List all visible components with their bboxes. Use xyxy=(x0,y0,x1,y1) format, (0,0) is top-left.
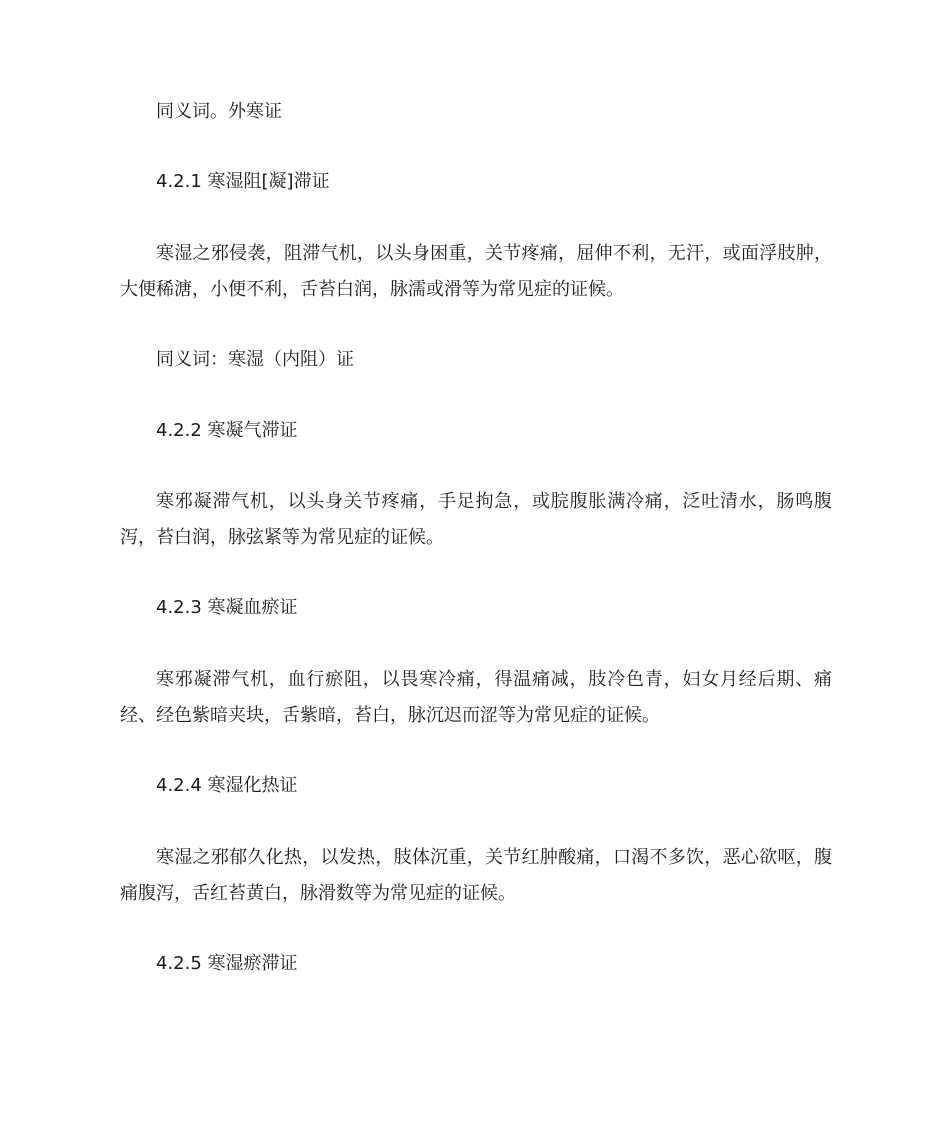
section-heading-4-2-2: 4.2.2 寒凝气滞证 xyxy=(156,420,298,441)
synonym-line: 同义词：寒湿（内阻）证 xyxy=(156,349,354,370)
section-body-4-2-1: 寒湿之邪侵袭，阻滞气机，以头身困重，关节疼痛，屈伸不利，无汗，或面浮肢肿，大便稀溏，小便不利，舌苔白润，脉濡或滑等为常见症的证候。 xyxy=(120,243,832,300)
section-heading-4-2-5: 4.2.5 寒湿瘀滞证 xyxy=(156,953,298,974)
section-heading-4-2-4: 4.2.4 寒湿化热证 xyxy=(156,775,298,796)
section-heading-4-2-1: 4.2.1 寒湿阻[凝]滞证 xyxy=(156,171,330,192)
section-body-4-2-3: 寒邪凝滞气机，血行瘀阻，以畏寒冷痛，得温痛减，肢冷色青，妇女月经后期、痛经、经色紫暗夹块，舌紫暗，苔白，脉沉迟而涩等为常见症的证候。 xyxy=(120,669,832,726)
section-body-4-2-2: 寒邪凝滞气机，以头身关节疼痛，手足拘急，或脘腹胀满冷痛，泛吐清水，肠鸣腹泻，苔白润，脉弦紧等为常见症的证候。 xyxy=(120,491,832,548)
synonym-line: 同义词。外寒证 xyxy=(156,101,282,122)
section-heading-4-2-3: 4.2.3 寒凝血瘀证 xyxy=(156,597,298,618)
section-body-4-2-4: 寒湿之邪郁久化热，以发热，肢体沉重，关节红肿酸痛，口渴不多饮，恶心欲呕，腹痛腹泻，舌红苔黄白，脉滑数等为常见症的证候。 xyxy=(120,847,832,904)
